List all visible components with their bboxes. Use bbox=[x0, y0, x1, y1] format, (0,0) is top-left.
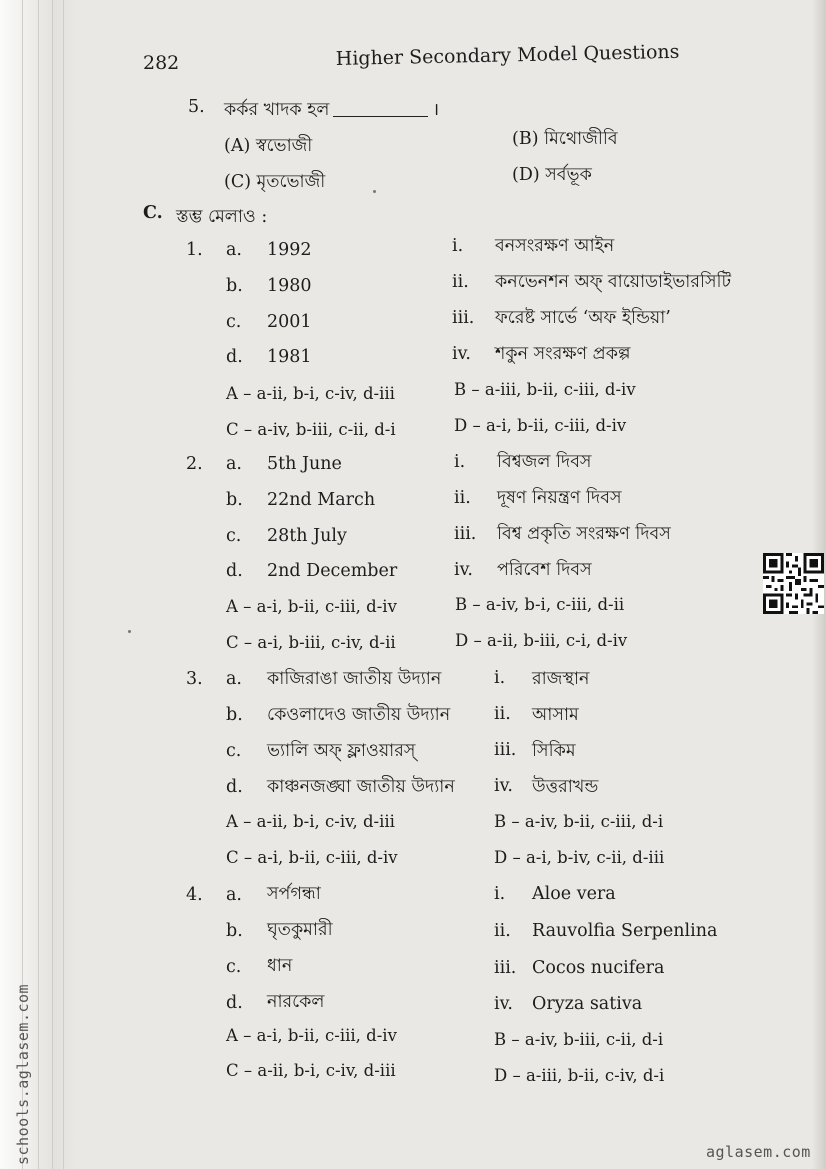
left-key: b. bbox=[226, 490, 243, 510]
question-number: 4. bbox=[186, 885, 203, 905]
option-a: A – a-ii, b-i, c-iv, d-iii bbox=[226, 384, 395, 403]
left-key: b. bbox=[226, 921, 243, 941]
left-item: নারকেল bbox=[267, 992, 325, 1012]
book-page bbox=[40, 0, 826, 1169]
left-item: 5th June bbox=[267, 454, 342, 474]
right-item: রাজস্থান bbox=[532, 669, 590, 689]
left-key: b. bbox=[226, 276, 243, 296]
option-c: C – a-iv, b-iii, c-ii, d-i bbox=[226, 420, 396, 439]
left-item: ধান bbox=[267, 956, 293, 976]
left-key: d. bbox=[226, 993, 243, 1013]
book-spine-shadow bbox=[0, 0, 78, 1169]
option-b: (B) মিথোজীবি bbox=[512, 129, 618, 149]
left-item: কেওলাদেও জাতীয় উদ্যান bbox=[267, 705, 451, 725]
left-key: a. bbox=[226, 885, 242, 905]
right-key: iii. bbox=[494, 958, 517, 978]
right-key: i. bbox=[494, 884, 506, 904]
book-title: Higher Secondary Model Questions bbox=[335, 40, 680, 70]
left-key: d. bbox=[226, 777, 243, 797]
spine-line bbox=[63, 0, 64, 1169]
option-d: D – a-i, b-iv, c-ii, d-iii bbox=[494, 848, 665, 867]
left-item: 28th July bbox=[267, 526, 347, 546]
left-key: b. bbox=[226, 705, 243, 725]
option-c: C – a-i, b-ii, c-iii, d-iv bbox=[226, 848, 398, 867]
right-key: iv. bbox=[454, 560, 473, 580]
page-number: 282 bbox=[143, 52, 180, 74]
left-item: কাজিরাঙা জাতীয় উদ্যান bbox=[267, 669, 442, 689]
side-watermark: schools.aglasem.com bbox=[14, 983, 32, 1165]
speck bbox=[373, 190, 376, 193]
left-item: কাঞ্চনজঙ্ঘা জাতীয় উদ্যান bbox=[267, 777, 455, 797]
right-item: উত্তরাখন্ড bbox=[532, 777, 599, 797]
left-item: 1980 bbox=[267, 276, 312, 296]
left-key: a. bbox=[226, 454, 242, 474]
right-key: ii. bbox=[452, 272, 469, 292]
left-item: সর্পগন্ধা bbox=[267, 884, 321, 904]
left-key: a. bbox=[226, 240, 242, 260]
right-key: iii. bbox=[452, 308, 475, 328]
left-item: 2001 bbox=[267, 312, 312, 332]
option-d: (D) সর্বভূক bbox=[512, 165, 592, 185]
right-key: iv. bbox=[494, 776, 513, 796]
option-c: C – a-ii, b-i, c-iv, d-iii bbox=[226, 1061, 396, 1080]
right-item: দূষণ নিয়ন্ত্রণ দিবস bbox=[497, 488, 622, 508]
right-item: Rauvolfia Serpenlina bbox=[532, 921, 718, 941]
option-b: B – a-iii, b-ii, c-iii, d-iv bbox=[454, 380, 636, 399]
question-text bbox=[224, 97, 439, 126]
left-key: d. bbox=[226, 561, 243, 581]
right-key: ii. bbox=[494, 921, 511, 941]
left-item: 2nd December bbox=[267, 561, 398, 581]
qr-code-icon bbox=[763, 553, 824, 614]
left-key: a. bbox=[226, 669, 242, 689]
right-item: Cocos nucifera bbox=[532, 958, 665, 978]
right-item: Aloe vera bbox=[532, 884, 616, 904]
right-item: বিশ্ব প্রকৃতি সংরক্ষণ দিবস bbox=[497, 524, 671, 544]
right-key: ii. bbox=[454, 488, 471, 508]
question-number: 1. bbox=[186, 240, 203, 260]
option-a: (A) স্বভোজী bbox=[224, 136, 313, 156]
option-d: D – a-i, b-ii, c-iii, d-iv bbox=[454, 416, 627, 435]
question-number: 2. bbox=[186, 454, 203, 474]
option-c: C – a-i, b-iii, c-iv, d-ii bbox=[226, 633, 396, 652]
left-item: ঘৃতকুমারী bbox=[267, 920, 333, 940]
option-b: B – a-iv, b-iii, c-ii, d-i bbox=[494, 1030, 664, 1049]
end-mark: । bbox=[432, 100, 440, 120]
option-d: D – a-ii, b-iii, c-i, d-iv bbox=[455, 631, 628, 650]
answer-blank bbox=[333, 116, 428, 117]
option-a: A – a-i, b-ii, c-iii, d-iv bbox=[226, 1026, 397, 1045]
option-b: B – a-iv, b-ii, c-iii, d-i bbox=[494, 812, 664, 831]
left-item: 22nd March bbox=[267, 490, 376, 510]
right-item: Oryza sativa bbox=[532, 994, 643, 1014]
right-key: iii. bbox=[494, 740, 517, 760]
right-key: iv. bbox=[494, 994, 513, 1014]
option-d: D – a-iii, b-ii, c-iv, d-i bbox=[494, 1066, 665, 1085]
right-item: বনসংরক্ষণ আইন bbox=[495, 236, 615, 256]
right-key: iv. bbox=[452, 344, 471, 364]
spine-line bbox=[38, 0, 39, 1169]
left-key: c. bbox=[226, 957, 242, 977]
right-item: কনভেনশন অফ্ বায়োডাইভারসিটি bbox=[495, 272, 732, 292]
bottom-watermark: aglasem.com bbox=[706, 1143, 811, 1161]
left-key: c. bbox=[226, 741, 242, 761]
left-key: d. bbox=[226, 347, 243, 367]
option-a: A – a-ii, b-i, c-iv, d-iii bbox=[226, 812, 395, 831]
right-item: ফরেষ্ট সার্ভে ‘অফ ইন্ডিয়া’ bbox=[495, 308, 671, 328]
speck bbox=[128, 630, 131, 633]
spine-line bbox=[52, 0, 53, 1169]
right-item: আসাম bbox=[532, 705, 579, 725]
right-key: iii. bbox=[454, 524, 477, 544]
section-title: স্তম্ভ মেলাও : bbox=[176, 207, 268, 227]
left-item: 1992 bbox=[267, 240, 312, 260]
left-key: c. bbox=[226, 312, 242, 332]
question-stem: কর্কর খাদক হল bbox=[224, 100, 330, 120]
question-number: 5. bbox=[188, 97, 205, 117]
right-key: i. bbox=[454, 452, 466, 472]
left-item: 1981 bbox=[267, 347, 312, 367]
question-number: 3. bbox=[186, 669, 203, 689]
right-item: সিকিম bbox=[532, 741, 576, 761]
right-item: পরিবেশ দিবস bbox=[497, 560, 592, 580]
right-key: i. bbox=[452, 236, 464, 256]
option-a: A – a-i, b-ii, c-iii, d-iv bbox=[226, 597, 397, 616]
left-key: c. bbox=[226, 526, 242, 546]
right-key: ii. bbox=[494, 704, 511, 724]
right-item: শকুন সংরক্ষণ প্রকল্প bbox=[495, 344, 631, 364]
right-item: বিশ্বজল দিবস bbox=[497, 452, 592, 472]
option-c: (C) মৃতভোজী bbox=[224, 172, 326, 192]
right-key: i. bbox=[494, 668, 506, 688]
option-b: B – a-iv, b-i, c-iii, d-ii bbox=[455, 595, 625, 614]
section-label: C. bbox=[143, 203, 163, 223]
left-item: ভ্যালি অফ্ ফ্লাওয়ারস্ bbox=[267, 741, 416, 761]
